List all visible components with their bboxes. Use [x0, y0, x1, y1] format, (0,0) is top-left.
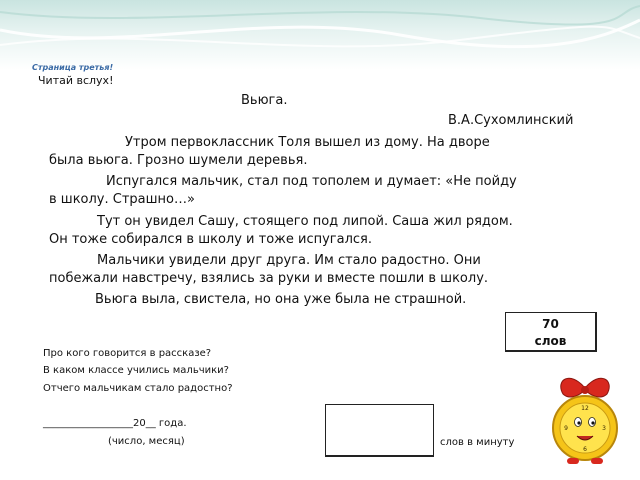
paragraph-line: побежали навстречу, взялись за руки и вместе пошли в школу.	[49, 271, 489, 286]
date-line: __________________20__ года.	[43, 418, 187, 429]
story-paragraph	[49, 173, 609, 209]
svg-text:6: 6	[583, 446, 587, 453]
svg-text:9: 9	[564, 425, 568, 432]
instruction-text: Читай вслух!	[38, 74, 114, 87]
word-count-number: 70	[542, 317, 559, 331]
alarm-clock-mascot-icon	[545, 370, 625, 470]
story-author: В.А.Сухомлинский	[448, 113, 574, 128]
story-paragraph	[49, 252, 609, 288]
question-item: Отчего мальчикам стало радостно?	[43, 383, 233, 394]
story-paragraph	[49, 213, 609, 249]
header-wave-decoration	[0, 0, 640, 70]
story-paragraph	[49, 134, 609, 170]
paragraph-line: в школу. Страшно…»	[49, 192, 195, 207]
svg-text:3: 3	[602, 425, 606, 432]
reading-speed-unit: слов в минуту	[440, 437, 515, 448]
story-paragraph	[49, 291, 609, 309]
svg-text:12: 12	[581, 405, 589, 412]
date-caption: (число, месяц)	[108, 436, 185, 447]
word-count-box	[505, 312, 597, 352]
paragraph-line: Тут он увидел Сашу, стоящего под липой. Саша жил рядом.	[97, 214, 513, 229]
paragraph-line: Испугался мальчик, стал под тополем и думает: «Не пойду	[106, 174, 517, 189]
question-item: Про кого говорится в рассказе?	[43, 348, 212, 359]
paragraph-line: Он тоже собирался в школу и тоже испугался.	[49, 232, 373, 247]
word-count-unit: слов	[534, 334, 567, 348]
story-title: Вьюга.	[241, 93, 288, 108]
question-item: В каком классе учились мальчики?	[43, 365, 229, 376]
page-subtitle: Страница третья!	[32, 63, 114, 72]
paragraph-line: Мальчики увидели друг друга. Им стало радостно. Они	[97, 253, 481, 268]
paragraph-line: была вьюга. Грозно шумели деревья.	[49, 153, 308, 168]
paragraph-line: Вьюга выла, свистела, но она уже была не страшной.	[95, 292, 467, 307]
reading-speed-box[interactable]	[325, 404, 434, 457]
paragraph-line: Утром первоклассник Толя вышел из дому. На дворе	[125, 135, 490, 150]
